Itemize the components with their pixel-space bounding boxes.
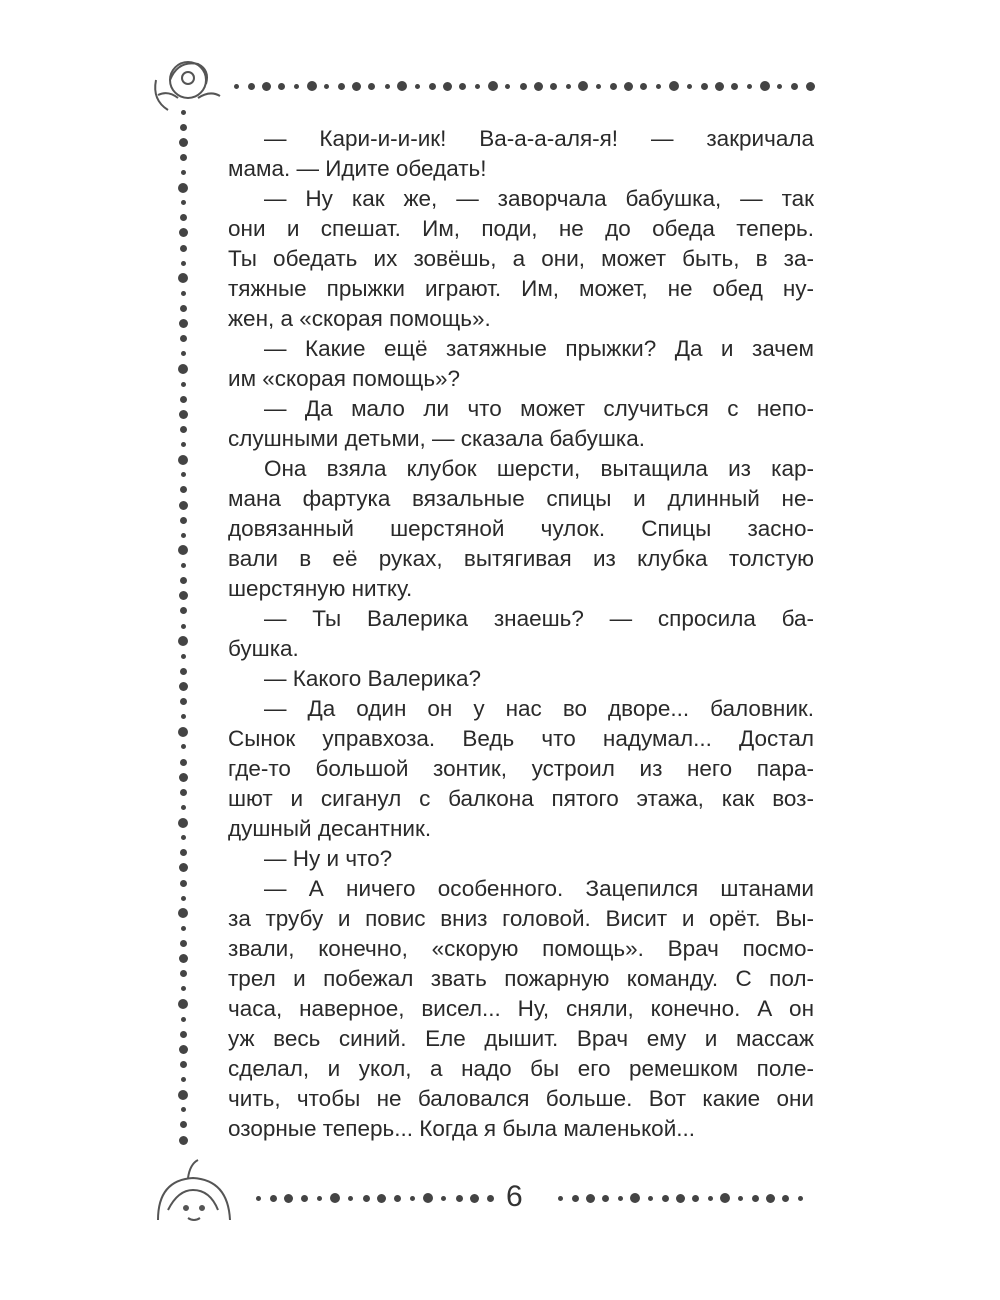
ornament-dot (410, 1196, 415, 1201)
ornament-dot (806, 82, 815, 91)
ornament-dot (180, 668, 187, 675)
ornament-dot (348, 1196, 353, 1201)
ornament-dot (181, 472, 186, 477)
ornament-dot (178, 455, 188, 465)
ornament-dot (181, 654, 186, 659)
ornament-dot (307, 81, 317, 91)
ornament-dot (662, 1195, 669, 1202)
ornament-dot (456, 1195, 463, 1202)
ornament-dot (692, 1195, 699, 1202)
text-line: озорные теперь... Когда я была маленькой... (228, 1116, 696, 1141)
ornament-dot (179, 954, 188, 963)
ornament-dot (179, 863, 188, 872)
text-line: где-то большой зонтик, устроил из него пара- (228, 756, 814, 781)
ornament-dot (752, 1195, 759, 1202)
ornament-dot (505, 84, 510, 89)
ornament-dot (715, 82, 724, 91)
ornament-dot (368, 83, 375, 90)
ornament-dot (180, 426, 187, 433)
text-line: Она взяла клубок шерсти, вытащила из кар- (264, 456, 814, 481)
ornament-dot (248, 83, 255, 90)
ornament-dot (731, 83, 738, 90)
text-line: Ты обедать их зовёшь, а они, может быть, в за- (228, 246, 814, 271)
ornament-dot (397, 81, 407, 91)
text-line: они и спешат. Им, поди, не до обеда теперь. (228, 216, 814, 241)
ornament-dot (180, 1121, 187, 1128)
ornament-dot (624, 82, 633, 91)
text-line: Сынок управхоза. Ведь что надумал... Достал (228, 726, 814, 751)
ornament-dot (180, 124, 187, 131)
ornament-dot (676, 1194, 685, 1203)
ornament-dot (180, 698, 187, 705)
text-line: вали в её руках, вытягивая из клубка толстую (228, 546, 814, 571)
ornament-dot (324, 84, 329, 89)
ornament-dot (782, 1195, 789, 1202)
ornament-dot (630, 1193, 640, 1203)
ornament-dot (179, 228, 188, 237)
text-line: душный десантник. (228, 816, 432, 841)
text-line: уж весь синий. Еле дышит. Врач ему и массаж (228, 1026, 814, 1051)
text-line: тяжные прыжки играют. Им, может, не обед ну- (228, 276, 814, 301)
ornament-dot (181, 351, 186, 356)
ornament-dot (179, 773, 188, 782)
ornament-dot (181, 714, 186, 719)
ornament-dot (586, 1194, 595, 1203)
ornament-dot (180, 517, 187, 524)
ornament-dot (181, 261, 186, 266)
ornament-dot (181, 442, 186, 447)
ornament-dot (181, 1017, 186, 1022)
ornament-dot (180, 245, 187, 252)
ornament-dot (178, 545, 188, 555)
ornament-dot (179, 682, 188, 691)
text-line: им «скорая помощь»? (228, 366, 461, 391)
ornament-dot (278, 83, 285, 90)
ornament-dot (180, 970, 187, 977)
ornament-dot (181, 986, 186, 991)
ornament-dot (178, 636, 188, 646)
ornament-dot (178, 183, 188, 193)
ornament-dot (178, 999, 188, 1009)
text-line: шерстяную нитку. (228, 576, 413, 601)
ornament-dot (270, 1195, 277, 1202)
ornament-dot (180, 214, 187, 221)
ornament-dot (708, 1196, 713, 1201)
text-line: часа, наверное, висел... Ну, сняли, конечно. А он (228, 996, 814, 1021)
ornament-dot (656, 84, 661, 89)
ornament-dot (262, 82, 271, 91)
ornament-dot (760, 81, 770, 91)
ornament-dot (178, 908, 188, 918)
ornament-dot (301, 1195, 308, 1202)
ornament-dot (423, 1193, 433, 1203)
ornament-dot (284, 1194, 293, 1203)
ornament-dot (181, 1107, 186, 1112)
ornament-dot (459, 83, 466, 90)
text-line: бушка. (228, 636, 299, 661)
ornament-dot (578, 81, 588, 91)
ornament-dot (488, 81, 498, 91)
text-line: довязанный шерстяной чулок. Спицы засно- (228, 516, 814, 541)
ornament-dot (385, 84, 390, 89)
ornament-dot (550, 83, 557, 90)
ornament-dot (534, 82, 543, 91)
text-line: шют и сиганул с балкона пятого этажа, как воз- (228, 786, 814, 811)
ornament-dot (558, 1196, 563, 1201)
ornament-dot (602, 1195, 609, 1202)
ornament-dot (181, 563, 186, 568)
ornament-dot (596, 84, 601, 89)
ornament-dot (618, 1196, 623, 1201)
ornament-dot (180, 789, 187, 796)
text-line: — Ты Валерика знаешь? — спросила ба- (264, 606, 814, 631)
ornament-dot (234, 84, 239, 89)
ornament-dot (429, 83, 436, 90)
ornament-dot (181, 110, 186, 115)
ornament-dot (520, 83, 527, 90)
ornament-dot (179, 410, 188, 419)
body-text (228, 124, 814, 1144)
page-number: 6 (506, 1180, 523, 1213)
ornament-dot (475, 84, 480, 89)
text-line: звали, конечно, «скорую помощь». Врач посмо- (228, 936, 814, 961)
text-line: — Кари-и-и-ик! Ва-а-а-аля-я! — закричала (264, 126, 814, 151)
ornament-dot (181, 744, 186, 749)
ornament-dot (798, 1196, 803, 1201)
ornament-dot (180, 577, 187, 584)
ornament-dot (648, 1196, 653, 1201)
ornament-dot (178, 818, 188, 828)
ornament-dot (415, 84, 420, 89)
ornament-dot (352, 82, 361, 91)
ornament-dot (180, 1061, 187, 1068)
bottom-corner-illustration (148, 1150, 238, 1230)
text-line: — А ничего особенного. Зацепился штанами (264, 876, 814, 901)
ornament-dot (487, 1195, 494, 1202)
ornament-dot (181, 170, 186, 175)
text-line: — Ну и что? (264, 846, 393, 871)
ornament-dot (669, 81, 679, 91)
ornament-dot (572, 1195, 579, 1202)
ornament-dot (180, 396, 187, 403)
text-line: — Да один он у нас во дворе... баловник. (264, 696, 814, 721)
ornament-dot (181, 835, 186, 840)
ornament-dot (180, 154, 187, 161)
text-line: трел и побежал звать пожарную команду. С пол- (228, 966, 814, 991)
text-line: — Да мало ли что может случиться с непо- (264, 396, 814, 421)
ornament-dot (377, 1194, 386, 1203)
ornament-dot (178, 1090, 188, 1100)
text-line: — Какого Валерика? (264, 666, 482, 691)
ornament-dot (747, 84, 752, 89)
ornament-dot (363, 1195, 370, 1202)
ornament-dot (443, 82, 452, 91)
ornament-dot (178, 364, 188, 374)
ornament-dot (181, 533, 186, 538)
ornament-dot (470, 1194, 479, 1203)
ornament-dot (179, 138, 188, 147)
ornament-dot (181, 200, 186, 205)
ornament-dot (566, 84, 571, 89)
ornament-dot (178, 727, 188, 737)
ornament-dot (610, 83, 617, 90)
ornament-dot (181, 896, 186, 901)
ornament-dot (181, 1077, 186, 1082)
ornament-dot (181, 805, 186, 810)
ornament-dot (180, 305, 187, 312)
ornament-dot (181, 624, 186, 629)
ornament-dot (256, 1196, 261, 1201)
ornament-dot (180, 880, 187, 887)
ornament-dot (330, 1193, 340, 1203)
ornament-dot (180, 486, 187, 493)
ornament-dot (777, 84, 782, 89)
ornament-dot (738, 1196, 743, 1201)
ornament-dot (179, 591, 188, 600)
ornament-dot (640, 83, 647, 90)
ornament-dot (766, 1194, 775, 1203)
text-line: чить, чтобы не баловался больше. Вот какие они (228, 1086, 814, 1111)
text-line: мама. — Идите обедать! (228, 156, 487, 181)
ornament-dot (181, 382, 186, 387)
ornament-dot (181, 291, 186, 296)
ornament-dot (180, 335, 187, 342)
ornament-dot (179, 1045, 188, 1054)
ornament-dot (720, 1193, 730, 1203)
ornament-dot (180, 607, 187, 614)
ornament-dot (179, 501, 188, 510)
ornament-dot (179, 1136, 188, 1145)
text-line: — Ну как же, — заворчала бабушка, — так (264, 186, 814, 211)
ornament-dot (179, 319, 188, 328)
text-line: — Какие ещё затяжные прыжки? Да и зачем (264, 336, 814, 361)
ornament-dot (441, 1196, 446, 1201)
ornament-dot (294, 84, 299, 89)
text-line: жен, а «скорая помощь». (228, 306, 491, 331)
ornament-dot (701, 83, 708, 90)
ornament-dot (180, 940, 187, 947)
ornament-dot (791, 83, 798, 90)
top-corner-illustration (148, 50, 228, 120)
ornament-dot (180, 1031, 187, 1038)
ornament-dot (181, 926, 186, 931)
ornament-dot (338, 83, 345, 90)
ornament-dot (180, 849, 187, 856)
text-line: за трубу и повис вниз головой. Висит и орёт. Вы- (228, 906, 814, 931)
ornament-dot (180, 759, 187, 766)
text-line: слушными детьми, — сказала бабушка. (228, 426, 646, 451)
ornament-dot (178, 273, 188, 283)
ornament-dot (394, 1195, 401, 1202)
text-line: мана фартука вязальные спицы и длинный не- (228, 486, 814, 511)
text-line: сделал, и укол, а надо бы его ремешком поле- (228, 1056, 814, 1081)
ornament-dot (317, 1196, 322, 1201)
ornament-dot (687, 84, 692, 89)
